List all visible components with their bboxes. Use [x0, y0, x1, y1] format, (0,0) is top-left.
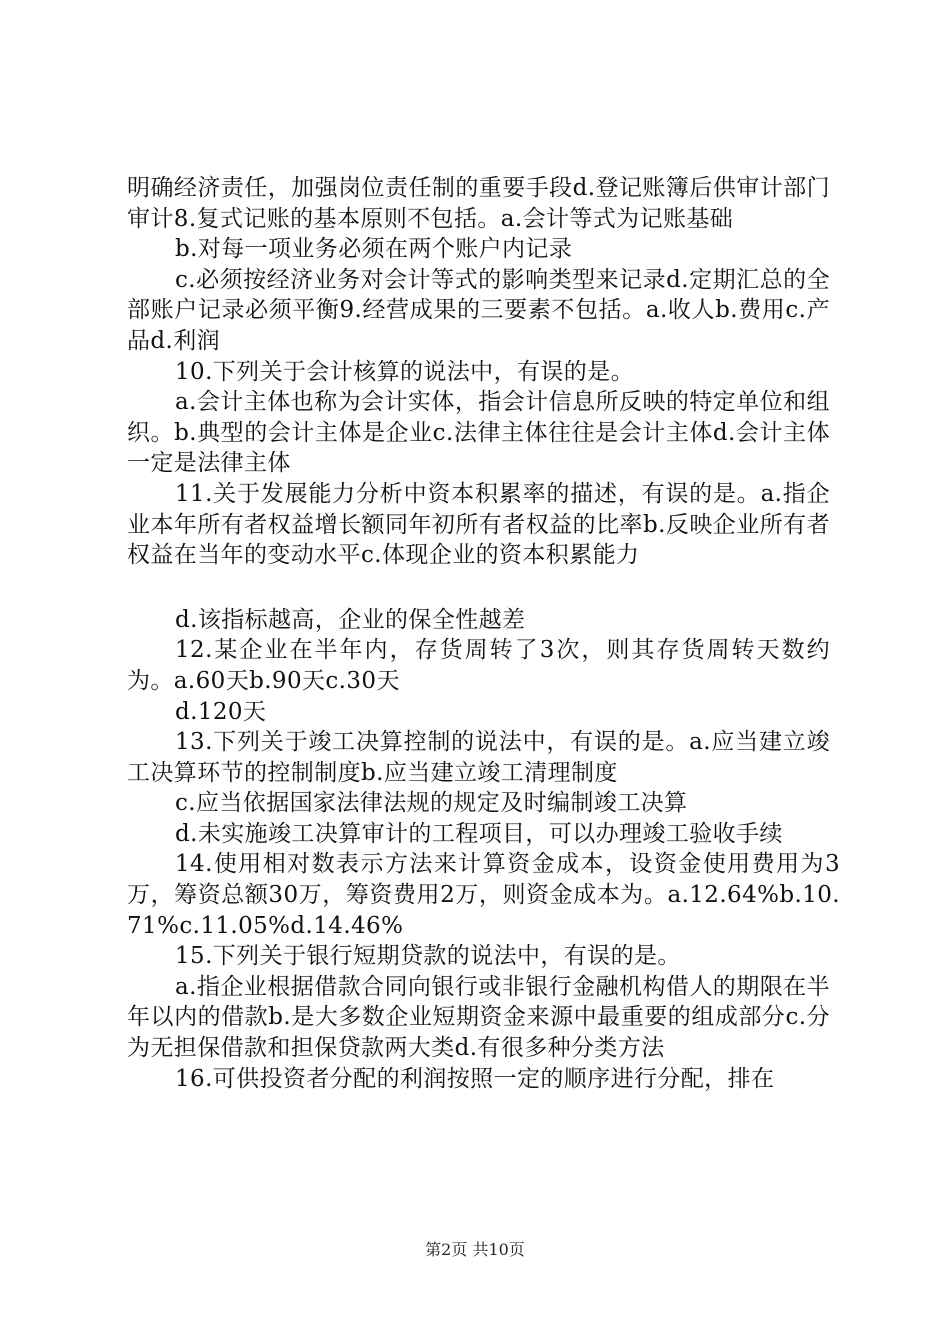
paragraph-4: 10.下列关于会计核算的说法中，有误的是。: [175, 358, 634, 385]
paragraph-16: 16.可供投资者分配的利润按照一定的顺序进行分配，排在: [175, 1065, 775, 1092]
paragraph-9: d.120天: [175, 698, 267, 725]
paragraph-14: 15.下列关于银行短期贷款的说法中，有误的是。: [175, 943, 681, 970]
paragraph-5: a.会计主体也称为会计实体，指会计信息所反映的特定单位和组织。b.典型的会计主体是企业c.法律主体往往是会计主体d.会计主体一定是法律主体: [127, 389, 830, 477]
paragraph-10: 13.下列关于竣工决算控制的说法中，有误的是。a.应当建立竣工决算环节的控制制度b.应当建立竣工清理制度: [127, 729, 830, 786]
paragraph-1: 明确经济责任，加强岗位责任制的重要手段d.登记账簿后供审计部门审计8.复式记账的基本原则不包括。a.会计等式为记账基础: [127, 175, 830, 232]
paragraph-7: d.该指标越高，企业的保全性越差: [175, 606, 526, 633]
page-footer: 第2页 共10页: [425, 1240, 525, 1259]
document-body: [127, 173, 840, 1094]
paragraph-6: 11.关于发展能力分析中资本积累率的描述，有误的是。a.指企业本年所有者权益增长额同年初所有者权益的比率b.反映企业所有者权益在当年的变动水平c.体现企业的资本积累能力: [127, 480, 830, 569]
paragraph-8: 12.某企业在半年内，存货周转了3次，则其存货周转天数约为。a.60天b.90天c.30天: [127, 637, 830, 694]
paragraph-3: c.必须按经济业务对会计等式的影响类型来记录d.定期汇总的全部账户记录必须平衡9.经营成果的三要素不包括。a.收人b.费用c.产品d.利润: [127, 266, 830, 354]
paragraph-13: 14.使用相对数表示方法来计算资金成本，设资金使用费用为3万，筹资总额30万，筹资费用2万，则资金成本为。a.12.64%b.10.71%c.11.05%d.14.46%: [127, 851, 840, 939]
paragraph-2: b.对每一项业务必须在两个账户内记录: [175, 236, 573, 263]
paragraph-11: c.应当依据国家法律法规的规定及时编制竣工决算: [175, 790, 688, 817]
paragraph-15: a.指企业根据借款合同向银行或非银行金融机构借人的期限在半年以内的借款b.是大多数企业短期资金来源中最重要的组成部分c.分为无担保借款和担保贷款两大类d.有很多种分类方法: [127, 973, 830, 1062]
paragraph-12: d.未实施竣工决算审计的工程项目，可以办理竣工验收手续: [175, 820, 783, 847]
